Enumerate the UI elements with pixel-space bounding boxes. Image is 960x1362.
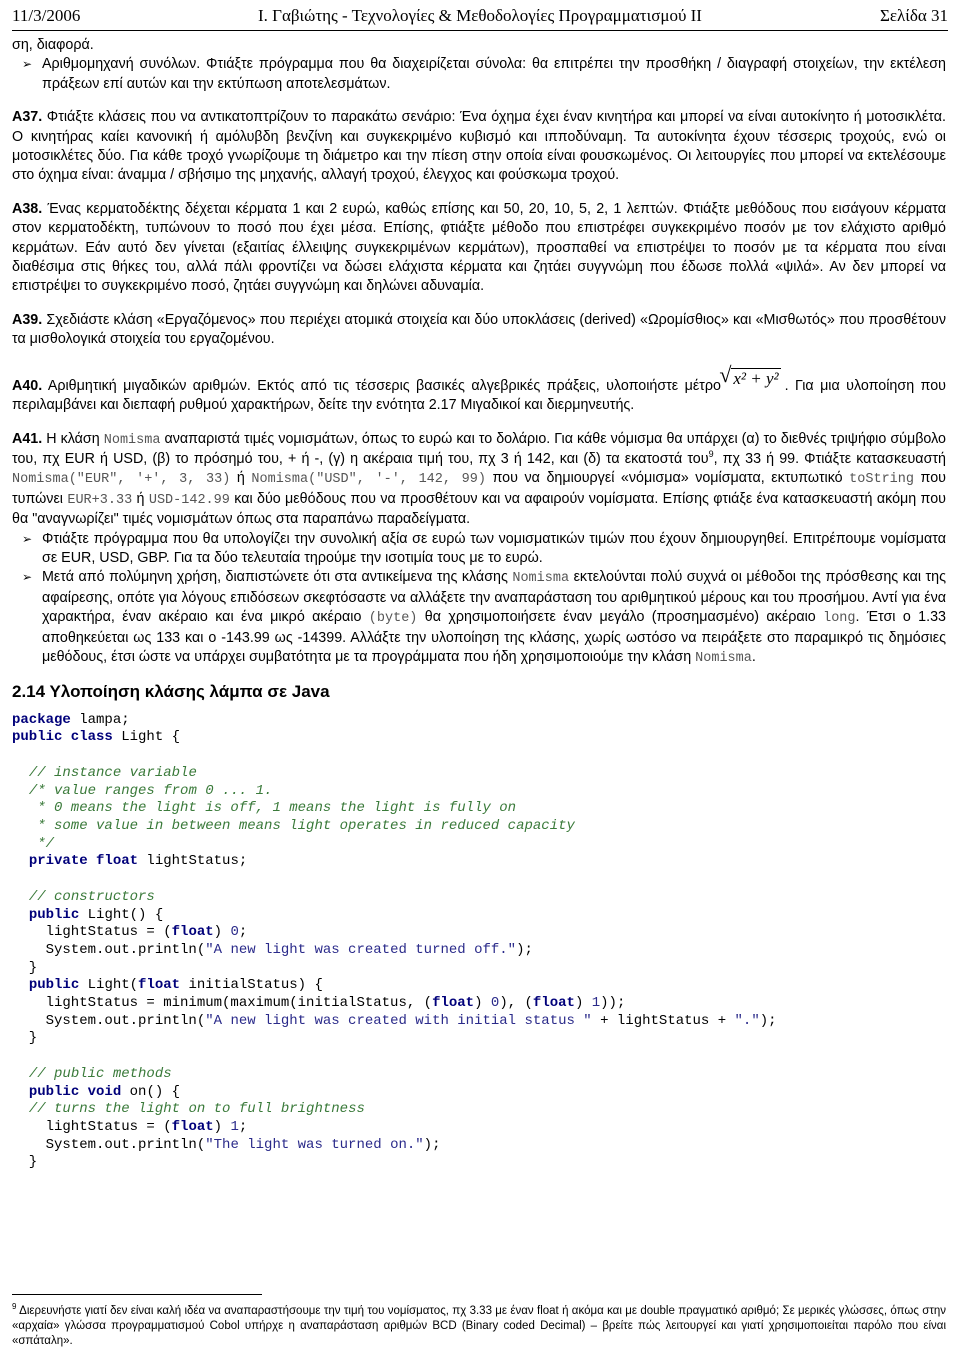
bullet-total-value xyxy=(12,530,946,569)
code-line: System.out.println("A new light was created turned off."); xyxy=(12,941,533,958)
exercise-label: Α41. xyxy=(12,430,43,447)
sqrt-symbol-icon: √ xyxy=(719,361,732,387)
code-line: } xyxy=(12,1030,38,1047)
code-line: private float lightStatus; xyxy=(28,853,248,870)
bullet-arrow-icon: ➢ xyxy=(22,57,33,72)
code-line xyxy=(12,1048,946,1066)
exercise-a41: Α41. Η κλάση Nomisma αναπαριστά τιμές νομισμάτων, όπως το ευρώ και το δολάριο. Για κάθε νόμισμα θα υπάρχει (α) το διεθνές τριψήφιο σύμβολο του, πχ EUR ή USD, (β) το πρόσημό του, + ή -, (γ) η ακέραια τιμή του, πχ 3 ή 142, και (δ) τα εκατοστά του$^9$, πχ 33 ή 99. Φτιάξτε κατασκευαστή Nomisma("EUR", '+', 3, 33) ή Nomisma("USD", '-', 142, 99) που να δημιουργεί «νόμισμα» νομίσματα, εκτυπωτικό toString που τυπώνει EUR+3.33 ή USD-142.99 και δύο μεθόδους που να προσθέτουν και να αφαιρούν νομίσματα. Επίσης φτιάξε ένα κατασκευαστή ακόμη που θα "αναγνωρίζει" τιμές νομισμάτων όπως στα παραπάνω παραδείγματα. xyxy=(12,430,946,528)
code-inline: Nomisma xyxy=(103,432,161,448)
paragraph-continuation: ση, διαφορά. xyxy=(12,37,94,53)
modulus-formula: √ x² + y² xyxy=(719,361,779,388)
code-inline: long xyxy=(823,611,856,627)
header-rule xyxy=(12,30,948,31)
bullet-text: Αριθμομηχανή συνόλων. Φτιάξτε πρόγραμμα που θα διαχειρίζεται σύνολα: θα επιτρέπει την προσθήκη / διαγραφή στοιχείων, την εκτέλεση πράξεων επί αυτών και την εκτύπωση αποτελεσμάτων. xyxy=(42,56,946,92)
exercise-text: Αριθμητική μιγαδικών αριθμών. Εκτός από τις τέσσερις βασικές αλγεβρικές πράξεις, υλοποιήστε μέτρο xyxy=(47,377,721,394)
header-page-number: Σελίδα 31 xyxy=(879,6,948,25)
exercise-label: Α39. xyxy=(12,311,43,328)
footnote-rule xyxy=(12,1294,262,1295)
code-line: // public methods xyxy=(28,1065,172,1082)
code-line xyxy=(12,871,946,889)
code-line xyxy=(12,747,946,765)
code-line: public void on() { xyxy=(28,1083,181,1100)
exercise-label: Α38. xyxy=(12,200,43,217)
code-line: } xyxy=(12,959,38,976)
section-heading: 2.14 Υλοποίηση κλάσης λάμπα σε Java xyxy=(12,682,330,702)
exercise-text-after: . Για μια υλοποίηση που περιλαμβάνει και διεπαφή ρυθμού χαρακτήρων, δείτε την ενότητα 2.17 Μιγαδικοί και διερμηνευτής. xyxy=(12,377,946,414)
page-header xyxy=(12,6,948,28)
code-line: public Light(float initialStatus) { xyxy=(28,977,323,994)
header-date: 11/3/2006 xyxy=(12,6,81,25)
exercise-text: Ένας κερματοδέκτης δέχεται κέρματα 1 και 2 ευρώ, καθώς επίσης και 50, 20, 10, 5, 2, 1 λεπτών. Φτιάξτε μεθόδους που εισάγουν κέρματα στον κερματοδέκτη, τυπώνουν το ποσό που έχει μέσα. Επίσης, φτιάξτε μέθοδο που επιστρέφει συγκεκριμένο ποσόν με τον ελάχιστο αριθμό κερμάτων. Εάν αυτό δεν γίνεται (εξαιτίας έλλειψης συγκεκριμένων κερμάτων), προσπαθεί να επιστρέψει το ποσόν με τα κέρματα που είναι διαθέσιμα στις θήκες του, αλλά πάλι φροντίζει να δώσει ελάχιστα κέρματα και ζητάει συγγνώμη που έδωσε πολλά «ψιλά». Αν δεν μπορεί να επιστρέψει το συγκεκριμένο ποσό, ζητάει συγγνώμη και δηλώνει αδυναμία. xyxy=(12,200,946,295)
code-line: // instance variable xyxy=(28,764,197,781)
bullet-arrow-icon: ➢ xyxy=(22,531,33,546)
code-line: System.out.println("A new light was created with initial status " + lightStatus + "."); xyxy=(12,1012,777,1029)
exercise-a40 xyxy=(12,361,946,416)
footnote-ref[interactable]: 9 xyxy=(708,449,714,460)
exercise-label: Α37. xyxy=(12,109,43,126)
footnote-text: Διερευνήστε γιατί δεν είναι καλή ιδέα να αναπαραστήσουμε την τιμή του νομίσματος, πχ 3.33 με έναν float ή ακόμα και με double πραγματικό αριθμό; Σε μερικές γλώσσες, όπως στην «αρχαία» γλώσσα προγραμματισμού Cobol υπήρχε η αναπαράσταση αριθμών BCD (Binary coded Decimal) – βρείτε πώς λειτουργεί και γιατί χρησιμοποιείται παρόλο που είναι «σπάταλη». xyxy=(12,1305,947,1347)
code-inline: Nomisma xyxy=(512,571,570,587)
exercise-a38 xyxy=(12,200,946,297)
code-line: public Light() { xyxy=(28,906,164,923)
code-line: * 0 means the light is off, 1 means the light is fully on xyxy=(12,800,517,817)
code-line: */ xyxy=(12,835,55,852)
bullet-text: Φτιάξτε πρόγραμμα που θα υπολογίζει την συνολική αξία σε ευρώ των νομισματικών τιμών που έχουν δημιουργηθεί. Επιτρέπουμε νομίσματα σε EUR, USD, GBP. Για τα δύο τελευταία τηρούμε την ισοτιμία τους με το ευρώ. xyxy=(42,530,946,566)
code-line: } xyxy=(12,1154,38,1171)
code-line: // turns the light on to full brightness xyxy=(28,1101,365,1118)
exercise-a39 xyxy=(12,311,946,350)
code-inline: Nomisma xyxy=(695,650,752,666)
code-line: /* value ranges from 0 ... 1. xyxy=(28,782,273,799)
code-line: package lampa; xyxy=(12,711,130,728)
header-title: Ι. Γαβιώτης - Τεχνολογίες & Μεθοδολογίες Προγραμματισμού ΙΙ xyxy=(258,6,702,25)
exercise-label: Α40. xyxy=(12,377,43,394)
exercise-text: Φτιάξτε κλάσεις που να αντικατοπτρίζουν το παρακάτω σενάριο: Ένα όχημα έχει έναν κινητήρα και μπορεί να είναι αυτοκίνητο ή μοτοσικλέτα. Ο κινητήρας καίει κανονική ή αμόλυβδη βενζίνη και συγκεκριμένο κυβισμό και ιπποδύναμη. Τα αυτοκίνητα έχουν τέσσερις τροχούς, ενώ οι μοτοσικλέτες δύο. Για κάθε τροχό γνωρίζουμε τη διάμετρο και την πίεση στην οποία είναι φουσκωμένος. Οι λειτουργίες που μπορεί να εκτελέσουμε στο όχημα είναι: άναμμα / σβήσιμο της μηχανής, αλλαγή τροχού, έλεγχος και φούσκωμα τροχού. xyxy=(12,109,946,184)
code-line: System.out.println("The light was turned on."); xyxy=(12,1136,441,1153)
bullet-set-calculator xyxy=(12,55,946,94)
code-inline: USD-142.99 xyxy=(148,492,230,508)
page-content xyxy=(12,36,946,1172)
bullet-refactor: ➢ Μετά από πολύμηνη χρήση, διαπιστώνετε ότι στα αντικείμενα της κλάσης Nomisma εκτελούνται πολύ συχνά οι μέθοδοι της πρόσθεσης και της αφαίρεσης, οπότε για λόγους επιδόσεων σκεφτόσαστε να αλλάξετε την αναπαράσταση του αριθμητικού μέρους και του προσήμου. Αντί για ένα χαρακτήρα, έναν ακέραιο και ένα μικρό ακέραιο (byte) θα χρησιμοποιήσετε έναν μεγάλο (προσημασμένο) ακέραιο long. Έτσι ο 1.33 αποθηκεύεται ως 133 και ο -143.99 ως -14399. Αλλάξτε την υλοποίηση της κλάσης, χωρίς ωστόσο να πειράξετε στο παραμικρό τις δημόσιες μεθόδους, έτσι ώστε να υπάρχει συμβατότητα με τα προγράμματα που ήδη χρησιμοποιούμε την κλάση Nomisma. xyxy=(22,569,947,666)
code-line: * some value in between means light operates in reduced capacity xyxy=(12,818,575,834)
exercise-text: Σχεδιάστε κλάση «Εργαζόμενος» που περιέχει ατομικά στοιχεία και δύο υποκλάσεις (derived) «Ωρομίσθιος» και «Μισθωτός» που προσθέτουν τα μισθολογικά στοιχεία του εργαζομένου. xyxy=(12,311,946,348)
code-line: // constructors xyxy=(28,888,155,905)
code-inline: EUR+3.33 xyxy=(67,492,133,508)
code-line: public class Light { xyxy=(12,729,181,746)
code-line: lightStatus = (float) 1; xyxy=(12,1118,248,1135)
code-inline: Nomisma("EUR", '+', 3, 33) xyxy=(12,472,231,488)
footnote xyxy=(12,1304,946,1349)
code-line: lightStatus = minimum(maximum(initialStatus, (float) 0), (float) 1)); xyxy=(12,995,626,1012)
code-inline: toString xyxy=(849,472,914,488)
footnote-mark: 9 xyxy=(12,1302,17,1312)
code-line: lightStatus = (float) 0; xyxy=(12,924,248,941)
bullet-arrow-icon: ➢ xyxy=(22,570,33,585)
code-inline: Nomisma("USD", '-', 142, 99) xyxy=(251,472,486,488)
code-inline: (byte) xyxy=(368,611,418,627)
exercise-a37 xyxy=(12,108,946,186)
code-listing xyxy=(12,712,946,1172)
